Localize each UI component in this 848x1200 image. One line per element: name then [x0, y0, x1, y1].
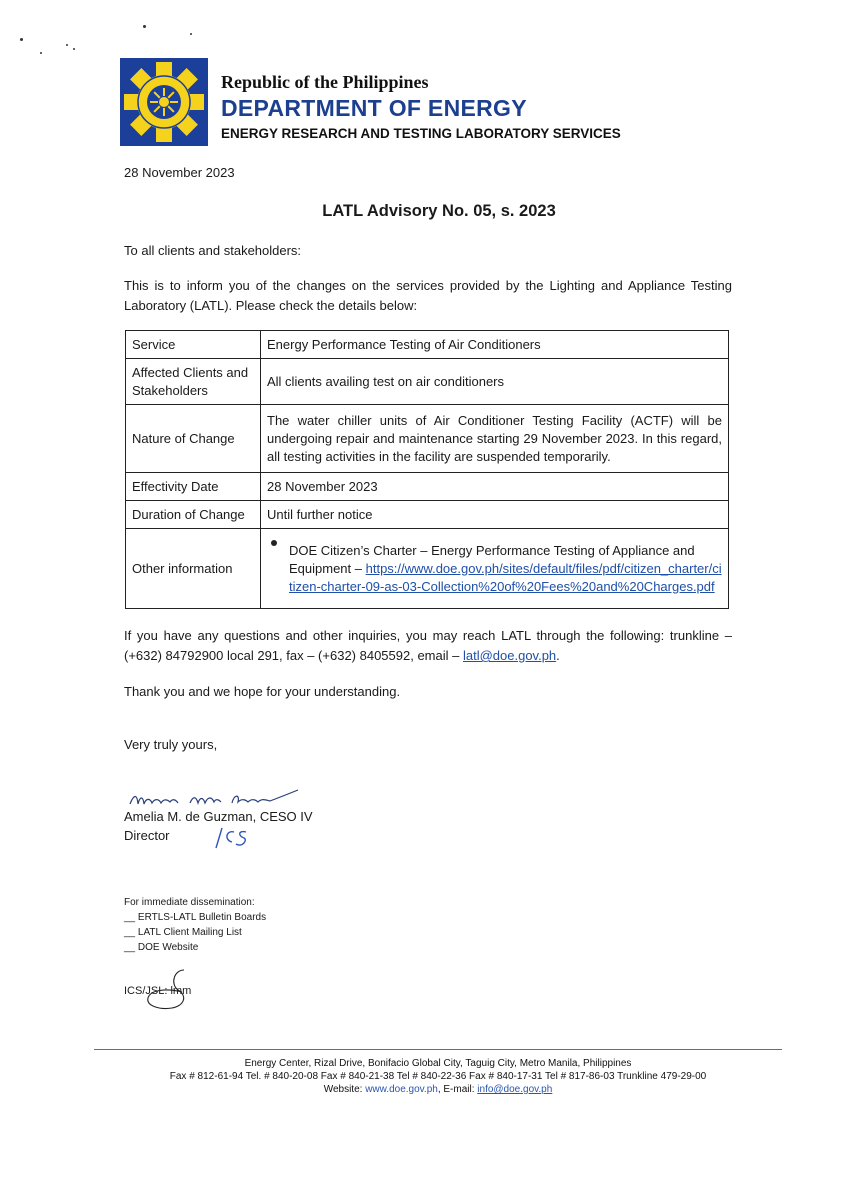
doe-seal-logo [120, 58, 208, 146]
table-row [126, 529, 729, 609]
inquiry-paragraph [124, 626, 732, 666]
letter-date: 28 November 2023 [124, 165, 235, 180]
footer-address: Energy Center, Rizal Drive, Bonifacio Global City, Taguig City, Metro Manila, Philippines [244, 1058, 632, 1069]
reference-initials: ICS/JSL: lmm [124, 985, 192, 997]
intro-paragraph: This is to inform you of the changes on the services provided by the Lighting and Appliance Testing Laboratory (LATL). Please check the details below: [124, 278, 732, 313]
header-department: DEPARTMENT OF ENERGY [221, 95, 527, 121]
email-label: , E-mail: [437, 1084, 478, 1095]
signatory-title: Director [124, 828, 170, 843]
row-value: All clients availing test on air conditioners [261, 359, 729, 405]
row-label: Affected Clients and Stakeholders [126, 359, 261, 405]
row-value: 28 November 2023 [261, 473, 729, 501]
table-row [126, 501, 729, 529]
table-row [126, 331, 729, 359]
closing: Very truly yours, [124, 737, 218, 752]
inquiry-end: . [556, 648, 560, 663]
greeting: To all clients and stakeholders: [124, 243, 302, 258]
latl-email-link[interactable]: latl@doe.gov.ph [462, 648, 557, 663]
footer-phones: Fax # 812-61-94 Tel. # 840-20-08 Fax # 840-21-38 Tel # 840-22-36 Fax # 840-17-31 Tel # 817-86-03 Trunkline 479-29-00 [169, 1071, 707, 1082]
row-value: Energy Performance Testing of Air Conditioners [261, 331, 729, 359]
seal-icon [120, 58, 208, 146]
row-label: Duration of Change [126, 501, 261, 529]
handwritten-initials [214, 826, 248, 855]
list-item: __ LATL Client Mailing List [124, 927, 242, 938]
charter-text: DOE Citizen’s Charter – Energy Performance Testing of Appliance and Equipment – [289, 542, 695, 576]
table-row [126, 405, 729, 473]
signatory-name: Amelia M. de Guzman, CESO IV [124, 809, 313, 824]
footer-divider [94, 1049, 782, 1050]
website-link[interactable]: www.doe.gov.ph [365, 1084, 438, 1095]
dissemination-title: For immediate dissemination: [124, 897, 255, 908]
website-label: Website: [323, 1084, 366, 1095]
header-republic: Republic of the Philippines [221, 72, 429, 92]
footer-web [94, 1083, 782, 1096]
row-label: Nature of Change [126, 405, 261, 473]
footer-email-link[interactable]: info@doe.gov.ph [477, 1084, 553, 1095]
inquiry-text: If you have any questions and other inquiries, you may reach LATL through the following: trunkline – (+632) 84792900 local 291, fax – (+632) 8405592, email – [124, 628, 732, 663]
initials-scribble [138, 966, 198, 1021]
thanks-paragraph: Thank you and we hope for your understanding. [124, 684, 401, 699]
advisory-details-table [125, 330, 729, 609]
row-label: Other information [126, 529, 261, 609]
row-label: Service [126, 331, 261, 359]
table-row [126, 473, 729, 501]
list-item: __ ERTLS-LATL Bulletin Boards [124, 912, 267, 923]
dissemination-list [124, 895, 266, 955]
row-value: The water chiller units of Air Conditioner Testing Facility (ACTF) will be undergoing repair and maintenance starting 29 November 2023. In this regard, all testing activities in the facility are suspended temporarily. [261, 405, 729, 473]
row-value: Until further notice [261, 501, 729, 529]
row-label: Effectivity Date [126, 473, 261, 501]
bullet-icon [271, 540, 277, 546]
list-item: __ DOE Website [124, 942, 199, 953]
header-office: ENERGY RESEARCH AND TESTING LABORATORY SERVICES [221, 126, 621, 141]
charter-link[interactable]: https://www.doe.gov.ph/sites/default/files/pdf/citizen_charter/citizen-charter-09-as-03-Collection%20of%20Fees%20and%20Charges.pdf [289, 560, 722, 594]
footer [94, 1057, 782, 1096]
row-value-other-info [261, 529, 729, 609]
table-row [126, 359, 729, 405]
advisory-title: LATL Advisory No. 05, s. 2023 [322, 202, 556, 220]
